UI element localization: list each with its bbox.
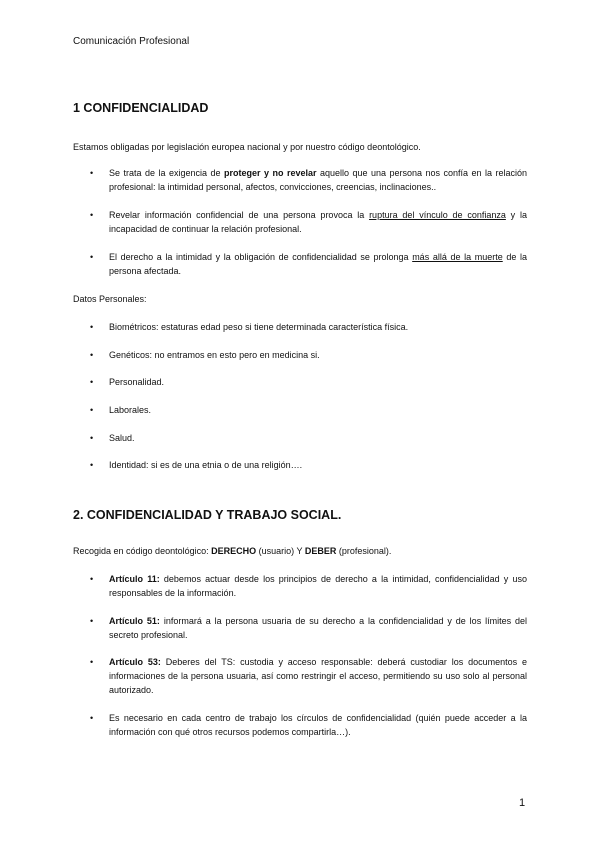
page-header: Comunicación Profesional [73,36,190,47]
section-1-intro: Estamos obligadas por legislación europea nacional y por nuestro código deontológico. [73,142,421,152]
list-item: • Artículo 11: debemos actuar desde los principios de derecho a la intimidad, confidencialidad y uso responsables de la información. [109,572,527,600]
section-2-intro: Recogida en código deontológico: DERECHO (usuario) Y DEBER (profesional). [73,546,392,556]
list-item: • Laborales. [109,403,527,417]
list-item: • Se trata de la exigencia de proteger y no revelar aquello que una persona nos confía en la relación profesional: la intimidad personal, afectos, convicciones, creencias, inclinaciones.. [109,166,527,194]
list-item: • Es necesario en cada centro de trabajo los círculos de confidencialidad (quién puede acceder a la información con qué otros recursos podemos compartirla…). [109,711,527,739]
section-1-title: 1 CONFIDENCIALIDAD [73,101,209,115]
list-item: • Genéticos: no entramos en esto pero en medicina si. [109,348,527,362]
list-item: • Artículo 51: informará a la persona usuaria de su derecho a la confidencialidad y de los límites del secreto profesional. [109,614,527,642]
list-item: • Salud. [109,431,527,445]
list-item: • Artículo 53: Deberes del TS: custodia y acceso responsable: deberá custodiar los documentos e informaciones de la persona usuaria, así como restringir el acceso, permitiendo su uso solo al personal autorizado. [109,655,527,697]
list-item: • Personalidad. [109,375,527,389]
list-item: • Identidad: si es de una etnia o de una religión…. [109,458,527,472]
list-item: • El derecho a la intimidad y la obligación de confidencialidad se prolonga más allá de la muerte de la persona afectada. [109,250,527,278]
page-number: 1 [519,797,526,809]
section-2-title: 2. CONFIDENCIALIDAD Y TRABAJO SOCIAL. [73,508,342,522]
list-item: • Biométricos: estaturas edad peso si tiene determinada característica física. [109,320,527,334]
list-item: • Revelar información confidencial de una persona provoca la ruptura del vínculo de confianza y la incapacidad de continuar la relación profesional. [109,208,527,236]
personal-data-label: Datos Personales: [73,294,147,304]
